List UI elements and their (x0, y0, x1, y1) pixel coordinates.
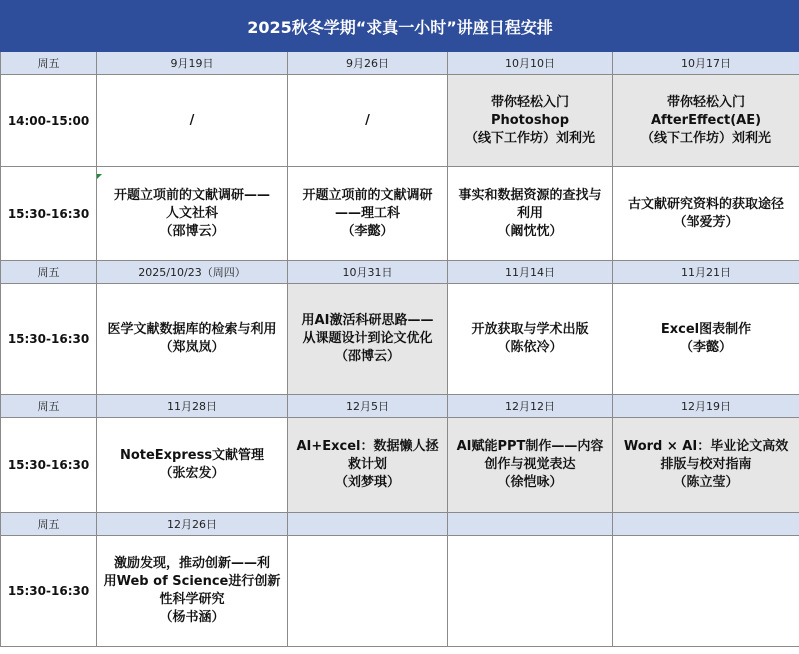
lecture-cell (448, 167, 613, 261)
lecture-text-line: （李懿） (680, 340, 733, 355)
lecture-text-line: 用AI激活科研思路—— (301, 313, 434, 328)
schedule-body (1, 1, 799, 647)
lecture-text-line: 救计划 (347, 457, 387, 472)
date-cell: 11月14日 (448, 261, 613, 284)
lecture-text-line: 开题立项前的文献调研—— (113, 187, 270, 203)
lecture-text-line: （刘梦琪） (334, 475, 400, 490)
date-cell (448, 513, 613, 536)
session-row (1, 167, 799, 261)
cell-comment-marker (97, 174, 102, 179)
lecture-cell (613, 167, 799, 261)
lecture-text-line: NoteExpress文献管理 (119, 448, 265, 463)
date-row (1, 513, 799, 536)
date-cell: 12月19日 (613, 395, 799, 418)
lecture-cell (613, 75, 799, 167)
date-cell: 10月31日 (288, 261, 448, 284)
empty-cell (448, 536, 613, 647)
date-cell: 12月5日 (288, 395, 448, 418)
lecture-text-line: 开放获取与学术出版 (471, 322, 589, 337)
lecture-cell (97, 75, 288, 167)
empty-cell (288, 536, 448, 647)
lecture-text-line: （李懿） (341, 223, 394, 239)
lecture-cell (97, 418, 288, 513)
lecture-cell (448, 284, 613, 395)
lecture-cell (288, 75, 448, 167)
session-row (1, 75, 799, 167)
lecture-text-line: （徐恺咏） (497, 475, 563, 490)
session-row (1, 536, 799, 647)
lecture-cell (288, 167, 448, 261)
lecture-text-line: AI赋能PPT制作——内容 (456, 439, 604, 454)
lecture-cell (97, 284, 288, 395)
date-cell: 9月26日 (288, 52, 448, 75)
time-slot: 14:00-15:00 (1, 75, 97, 167)
date-cell: 9月19日 (97, 52, 288, 75)
lecture-text-line: 激励发现，推动创新——利 (113, 556, 270, 571)
lecture-text-line: （张宏发） (159, 466, 225, 481)
lecture-text-line: 开题立项前的文献调研 (302, 187, 433, 203)
date-cell: 10月17日 (613, 52, 799, 75)
lecture-text-line: 用Web of Science进行创新 (103, 574, 281, 589)
empty-cell (613, 536, 799, 647)
lecture-text-line: 排版与校对指南 (660, 457, 752, 472)
weekday-label: 周五 (1, 52, 97, 75)
time-slot: 15:30-16:30 (1, 536, 97, 647)
date-cell: 12月12日 (448, 395, 613, 418)
lecture-text-line: 古文献研究资料的获取途径 (628, 196, 785, 212)
date-cell: 10月10日 (448, 52, 613, 75)
lecture-text-line: 从课题设计到论文优化 (302, 331, 433, 346)
lecture-text-line: 带你轻松入门 (490, 94, 569, 110)
date-row (1, 395, 799, 418)
date-cell: 11月21日 (613, 261, 799, 284)
date-cell: 11月28日 (97, 395, 288, 418)
date-row (1, 261, 799, 284)
lecture-cell (288, 418, 448, 513)
lecture-text-line: （郑岚岚） (159, 340, 225, 355)
date-cell: 2025/10/23（周四） (97, 261, 288, 284)
title-row (1, 1, 799, 52)
time-slot: 15:30-16:30 (1, 284, 97, 395)
lecture-text-line: （阚忱忱） (497, 223, 563, 239)
weekday-label: 周五 (1, 513, 97, 536)
date-cell (613, 513, 799, 536)
lecture-text-line: （陈立莹） (673, 475, 739, 490)
time-slot: 15:30-16:30 (1, 418, 97, 513)
lecture-cell (97, 167, 288, 261)
lecture-cell (613, 284, 799, 395)
lecture-text-line: 利用 (516, 205, 543, 221)
time-slot: 15:30-16:30 (1, 167, 97, 261)
lecture-cell (448, 418, 613, 513)
lecture-text-line: Photoshop (490, 112, 570, 128)
lecture-cell (97, 536, 288, 647)
page-title: 2025秋冬学期“求真一小时”讲座日程安排 (1, 1, 799, 52)
lecture-text-line: AfterEffect(AE) (650, 112, 762, 128)
lecture-text-line: 人文社科 (165, 205, 218, 221)
lecture-text-line: AI+Excel：数据懒人拯 (296, 439, 439, 454)
lecture-text-line: 医学文献数据库的检索与利用 (107, 322, 277, 337)
lecture-text-line: （线下工作坊）刘利光 (641, 130, 772, 146)
lecture-cell (448, 75, 613, 167)
lecture-text-line: （邵博云） (159, 223, 225, 239)
lecture-text-line: （线下工作坊）刘利光 (464, 130, 595, 146)
lecture-cell (288, 284, 448, 395)
lecture-text-line: （邵博云） (334, 349, 400, 364)
lecture-text-line: / (365, 112, 370, 128)
session-row (1, 418, 799, 513)
date-row (1, 52, 799, 75)
lecture-text-line: 性科学研究 (159, 592, 225, 607)
weekday-label: 周五 (1, 261, 97, 284)
lecture-text-line: Word × AI：毕业论文高效 (623, 439, 789, 454)
lecture-text-line: Excel图表制作 (660, 322, 752, 337)
lecture-text-line: 创作与视觉表达 (484, 457, 576, 472)
date-cell (288, 513, 448, 536)
lecture-text-line: 事实和数据资源的查找与 (458, 187, 602, 203)
lecture-text-line: （陈依冷） (497, 340, 563, 355)
date-cell: 12月26日 (97, 513, 288, 536)
weekday-label: 周五 (1, 395, 97, 418)
lecture-text-line: / (189, 112, 195, 128)
session-row (1, 284, 799, 395)
lecture-cell (613, 418, 799, 513)
lecture-text-line: 带你轻松入门 (667, 94, 746, 110)
lecture-text-line: ——理工科 (334, 205, 400, 221)
lecture-text-line: （邹爱芳） (673, 214, 739, 230)
lecture-text-line: （杨书涵） (159, 610, 225, 625)
